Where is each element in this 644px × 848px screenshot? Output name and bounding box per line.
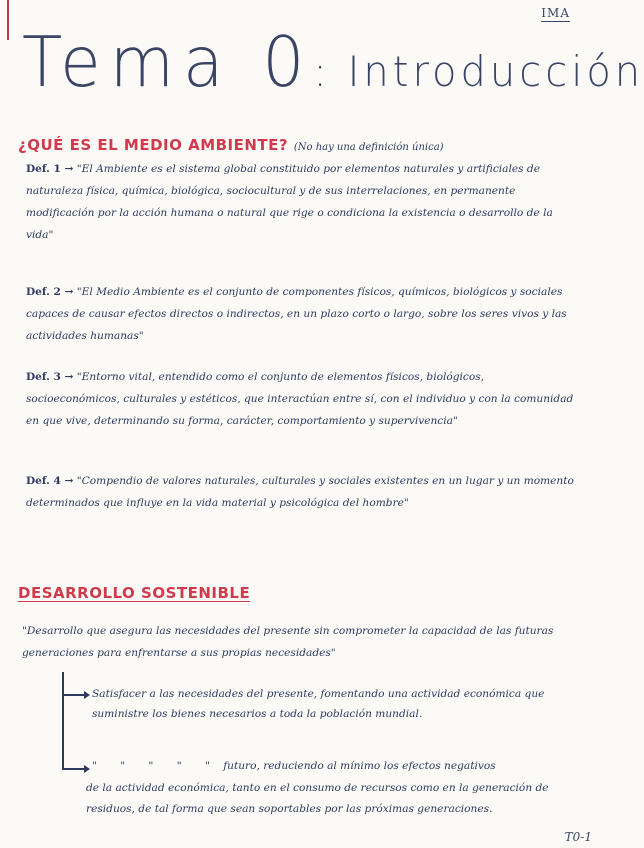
definition-label: Def. 3 → bbox=[26, 371, 74, 383]
definition-3 bbox=[26, 366, 574, 432]
ditto-marks: " " " " " bbox=[92, 760, 220, 772]
definition-text: "El Ambiente es el sistema global constituido por elementos naturales y artificiales de naturaleza física, química, biológica, sociocultural y de sus interrelaciones, en permanente modificación por la acción humana o natural que rige o condiciona la existencia o desarrollo de la vida" bbox=[26, 163, 553, 241]
definition-2 bbox=[26, 281, 574, 347]
sustainable-development-quote: "Desarrollo que asegura las necesidades del presente sin comprometer la capacidad de las futuras generaciones para enfrentarse a sus propias necesidades" bbox=[22, 625, 554, 659]
branch-future-head: futuro, reduciendo al mínimo los efectos negativos bbox=[223, 760, 496, 772]
definition-text: "El Medio Ambiente es el conjunto de componentes físicos, químicos, biológicos y sociales capaces de causar efectos directos o indirectos, en un plazo corto o largo, sobre los seres vivos y las actividades humanas" bbox=[26, 286, 567, 342]
arrow-right-icon bbox=[62, 768, 86, 770]
branch-present: Satisfacer a las necesidades del presente, fomentando una actividad económica que suministre los bienes necesarios a toda la población mundial. bbox=[92, 688, 545, 720]
section-heading-medio-ambiente bbox=[18, 136, 444, 154]
definition-label: Def. 1 → bbox=[26, 163, 74, 175]
branch-connector bbox=[62, 672, 64, 770]
definition-text: "Entorno vital, entendido como el conjunto de elementos físicos, biológicos, socioeconómicos, culturales y estéticos, que interactúan entre sí, con el individuo y con la comunidad en que vive, determinando su forma, carácter, comportamiento y supervivencia" bbox=[26, 371, 574, 427]
definition-label: Def. 2 → bbox=[26, 286, 74, 298]
page-number: T0-1 bbox=[564, 830, 592, 844]
definition-label: Def. 4 → bbox=[26, 475, 74, 487]
branch-future-continuation: de la actividad económica, tanto en el consumo de recursos como en la generación de residuos, de tal forma que sean soportables por las próximas generaciones. bbox=[86, 782, 549, 815]
section-heading-note: (No hay una definición única) bbox=[293, 142, 444, 153]
page-title bbox=[22, 22, 644, 103]
arrow-right-icon bbox=[62, 694, 86, 696]
definition-text: "Compendio de valores naturales, culturales y sociales existentes en un lugar y un momento determinados que influye en la vida material y psicológica del hombre" bbox=[26, 475, 574, 509]
definition-4 bbox=[26, 470, 574, 514]
author-initials: IMA bbox=[541, 6, 570, 20]
definition-1 bbox=[26, 158, 574, 246]
title-sub: : Introducción bbox=[313, 48, 644, 97]
section-heading-desarrollo-sostenible: DESARROLLO SOSTENIBLE bbox=[18, 584, 251, 602]
section-heading-text: ¿QUÉ ES EL MEDIO AMBIENTE? bbox=[18, 136, 289, 154]
margin-line bbox=[7, 0, 9, 40]
branch-future bbox=[92, 756, 572, 776]
title-main: Tema 0 bbox=[22, 22, 314, 103]
